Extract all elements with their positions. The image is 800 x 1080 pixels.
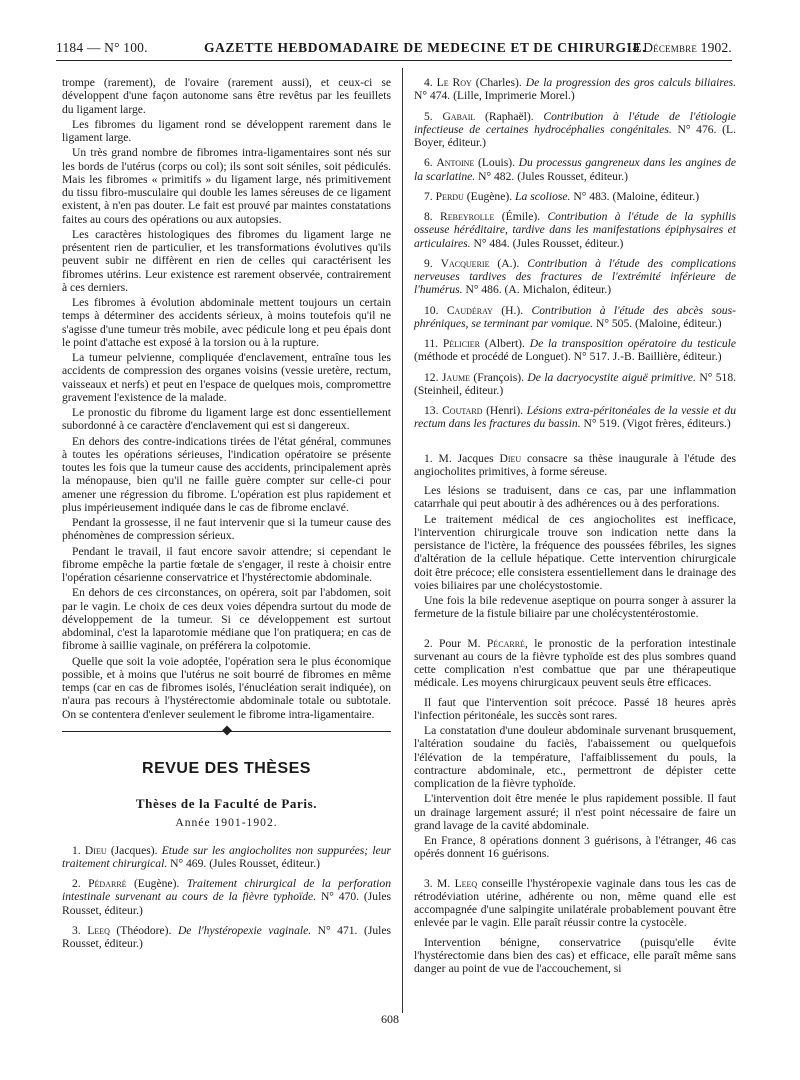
- thesis-given-name: (H.).: [501, 303, 524, 317]
- thesis-entry: [414, 210, 736, 250]
- thesis-publisher: N° 470. (Jules Rousset, éditeur.): [62, 890, 391, 917]
- thesis-number: 9.: [424, 256, 433, 270]
- subsection-title: Thèses de la Faculté de Paris.: [135, 796, 318, 811]
- thesis-author: Leeq: [87, 923, 110, 937]
- thesis-author: Perdu: [435, 189, 464, 203]
- paragraph: Il faut que l'intervention soit précoce. Passé 18 heures après l'infection péritonéale, les succès sont rares.: [414, 695, 736, 722]
- divider-ornament: [222, 725, 232, 735]
- thesis-number: 10.: [424, 303, 439, 317]
- thesis-given-name: (Albert).: [484, 337, 525, 350]
- thesis-title: De la progression des gros calculs biliaires.: [525, 76, 736, 89]
- paragraph: En France, 8 opérations donnent 3 guérisons, à l'étranger, 46 cas opérés donnent 16 guérisons.: [414, 834, 736, 861]
- thesis-publisher: N° 486. (A. Michalon, éditeur.): [465, 283, 612, 297]
- paragraph: Pendant la grossesse, il ne faut intervenir que si la tumeur cause des phénomènes de compression sérieux.: [62, 516, 391, 543]
- thesis-title: Du processus gangreneux dans les angines de la scarlatine.: [414, 156, 737, 183]
- thesis-entry: [62, 877, 391, 917]
- note-lead: 1. M. Jacques: [424, 451, 494, 465]
- thesis-publisher: N° 474. (Lille, Imprimerie Morel.): [414, 89, 575, 103]
- thesis-publisher: N° 469. (Jules Rousset, éditeur.): [170, 856, 320, 870]
- thesis-publisher: N° 505. (Maloine, éditeur.): [595, 316, 722, 330]
- thesis-entry: [62, 844, 391, 871]
- thesis-publisher: N° 519. (Vigot frères, éditeurs.): [583, 417, 731, 431]
- paragraph: Une fois la bile redevenue aseptique on pourra songer à assurer la fermeture de la fistule biliaire par une cholécystentérostomie.: [414, 594, 736, 621]
- thesis-entry: [414, 110, 736, 150]
- thesis-publisher: (méthode et procédé de Longuet). N° 517. J.-B. Baillière, éditeur.): [414, 350, 722, 364]
- thesis-publisher: N° 483. (Maloine, éditeur.): [573, 189, 700, 203]
- thesis-number: 11.: [424, 337, 439, 350]
- thesis-author: Coutard: [442, 404, 483, 417]
- thesis-author: Jaume: [441, 370, 470, 384]
- thesis-number: 13.: [424, 404, 439, 417]
- academic-year: Année 1901-1902.: [175, 816, 278, 830]
- paragraph: Les lésions se traduisent, dans ce cas, par une inflammation catarrhale qui peut aboutir à des adhérences ou à des perforations.: [414, 484, 736, 511]
- review-note: [414, 637, 736, 690]
- thesis-entry: [414, 76, 736, 103]
- thesis-title: De la dacryocystite aiguë primitive.: [527, 370, 696, 384]
- thesis-publisher: N° 482. (Jules Rousset, éditeur.): [478, 169, 628, 183]
- paragraph: La constatation d'une douleur abdominale survenant brusquement, l'altération soudaine du faciès, l'abaissement ou quelquefois l'élévation de la température, l'affaiblissement du pouls, la contracture abdominale, etc., permettront de dépister cette complication de la fièvre typhoïde.: [414, 724, 736, 790]
- issue-date: 14 Décembre 1902.: [625, 40, 732, 55]
- thesis-given-name: (Charles).: [475, 76, 522, 89]
- paragraph: La tumeur pelvienne, compliquée d'enclavement, entraîne tous les accidents de compression des organes voisins (vessie uretère, rectum, vaisseaux et nerfs) et peut en l'espace de quelques mois, compromettre gravement l'existence de la malade.: [62, 351, 391, 404]
- folio-number: 608: [381, 1012, 399, 1026]
- paragraph: L'intervention doit être menée le plus rapidement possible. Il faut un drainage largement assuré; il n'est point nécessaire de faire un grand lavage de la cavité abdominale.: [414, 792, 736, 832]
- thesis-entry: [414, 304, 736, 331]
- thesis-given-name: (Louis).: [477, 156, 516, 170]
- thesis-number: 5.: [424, 109, 433, 123]
- thesis-title: De la transposition opératoire du testicule: [529, 337, 736, 350]
- thesis-number: 6.: [424, 156, 433, 170]
- running-header: [56, 38, 732, 61]
- paragraph: En dehors de ces circonstances, on opérera, soit par l'abdomen, soit par le vagin. Le choix de ces deux voies dépendra surtout du mode de développement de la tumeur. Si ce développement est surtout abdominal, c'est la laparotomie médiane que l'on pratiquera; en cas de fibrome à saillie vaginale, on préférera la colpotomie.: [62, 586, 391, 653]
- thesis-entry: [414, 156, 736, 183]
- thesis-author: Le Roy: [436, 76, 472, 89]
- thesis-title: Contribution à l'étude de la syphilis osseuse héréditaire, tardive dans les manifestations épiphysaires et articulaires.: [414, 210, 737, 250]
- spacer: [414, 438, 736, 452]
- thesis-publisher: N° 518. (Steinheil, éditeur.): [414, 370, 737, 397]
- thesis-entry: [414, 404, 736, 431]
- thesis-number: 1.: [72, 843, 81, 857]
- thesis-number: 7.: [424, 189, 433, 203]
- note-author: Leeq: [454, 876, 478, 890]
- thesis-number: 12.: [424, 370, 439, 384]
- right-column: [414, 76, 736, 977]
- left-column: [62, 76, 391, 957]
- paragraph: trompe (rarement), de l'ovaire (rarement aussi), et ceux-ci se développent d'une façon autonome sans être revêtus par les feuillets du ligament large.: [62, 76, 391, 116]
- thesis-number: 4.: [424, 76, 433, 89]
- thesis-title: Contribution à l'étude de l'étiologie infectieuse de certaines hydrocéphalies congénitales.: [414, 109, 736, 136]
- thesis-given-name: (Eugène).: [133, 877, 180, 890]
- thesis-title: Lésions extra-péritonéales de la vessie et du rectum dans les fractures du bassin.: [414, 404, 737, 431]
- thesis-author: Pélicier: [442, 337, 480, 350]
- thesis-entry: [414, 257, 736, 297]
- paragraph: Un très grand nombre de fibromes intra-ligamentaires sont nés sur les bords de l'utérus (corps ou col); ils sont soit séniles, soit pédiculés. Mais les fibromes « primitifs » du ligament large, nés primitivement du tissu fibro-musculaire qui double les lames séreuses de ce ligament existent, à n'en pas douter. Le fait est prouvé par maintes constatations faites au cours des opérations ou aux autopsies.: [62, 146, 391, 226]
- thesis-publisher: N° 471. (Jules Rousset, éditeur.): [62, 923, 392, 950]
- thesis-entry: [414, 190, 736, 203]
- thesis-given-name: (François).: [473, 370, 524, 384]
- thesis-given-name: (Jacques).: [110, 843, 158, 857]
- note-text: consacre sa thèse inaugurale à l'étude des angiocholites primitives, à forme séreuse.: [414, 451, 736, 478]
- note-lead: 2. Pour M.: [424, 636, 481, 650]
- thesis-author: Dieu: [84, 843, 107, 857]
- thesis-author: Caudéray: [446, 303, 493, 317]
- note-lead: 3. M.: [424, 876, 451, 890]
- thesis-title: Etude sur les angiocholites non suppurées; leur traitement chirurgical.: [62, 843, 392, 870]
- thesis-title: Traitement chirurgical de la perforation intestinale survenant au cours de la fièvre typhoïde.: [62, 877, 391, 904]
- paragraph: Les caractères histologiques des fibromes du ligament large ne présentent rien de particulier, et les transformations évolutives qu'ils peuvent subir ne diffèrent en rien de celles qui caractérisent les fibromes utérins. Leur existence est rarement observée, contrairement à ces derniers.: [62, 227, 391, 294]
- journal-title: GAZETTE HEBDOMADAIRE DE MEDECINE ET DE CHIRURGIE.: [204, 40, 647, 55]
- page-number-issue: 1184 — N° 100.: [56, 40, 148, 55]
- note-author: Pécarré: [486, 636, 525, 650]
- paragraph: Le traitement médical de ces angiocholites est inefficace, l'intervention chirurgicale trouve son indication nette dans la persistance de l'ictère, la fréquence des poussées fébriles, les signes d'altération de la cellule hépatique. Cette intervention chirurgicale doit être précoce; elle consistera essentiellement dans le drainage des voies biliaires par une cholécystostomie.: [414, 512, 736, 592]
- thesis-publisher: N° 476. (L. Boyer, éditeur.): [414, 122, 737, 149]
- review-note: [414, 452, 736, 479]
- thesis-title: La scoliose.: [515, 189, 571, 203]
- thesis-title: Contribution à l'étude des abcès sous-phréniques, se terminant par vomique.: [414, 303, 736, 330]
- thesis-given-name: (Eugène).: [466, 189, 513, 203]
- thesis-publisher: N° 484. (Jules Rousset, éditeur.): [473, 236, 624, 250]
- thesis-title: De l'hystéropexie vaginale.: [177, 923, 312, 937]
- thesis-number: 3.: [72, 923, 81, 937]
- paragraph: En dehors des contre-indications tirées de l'état général, communes à toutes les opérations sérieuses, l'indication opératoire se présente toutes les fois que la tumeur cause des accidents, principalement après la ménopause, bien qu'il ne faille guère compter sur celle-ci pour amener une régression du fibrome. L'opération est plus rapidement et plus impérieusement indiquée dans le cas de fibrome enclavé.: [62, 434, 391, 514]
- note-text: , le pronostic de la perforation intestinale survenant au cours de la fièvre typhoïde est des plus sombres quand cette complication n'est combattue que par une thérapeutique médicale. Les moyens chirurgicaux peuvent seuls être efficaces.: [414, 636, 736, 690]
- note-author: Dieu: [499, 451, 522, 465]
- thesis-author: Antoine: [436, 156, 475, 170]
- column-rule: [402, 68, 403, 1013]
- note-text: conseille l'hystéropexie vaginale dans tous les cas de rétrodéviation utérine, adhérente ou non, même quand elle est accompagnée d'une salpingite unilatérale probablement pouvant être enlevée par le vagin. Elle paraît réussir contre la cystocèle.: [414, 876, 736, 930]
- review-note: [414, 877, 736, 930]
- paragraph: Les fibromes à évolution abdominale mettent toujours un certain temps à déterminer des accidents sérieux, à moins toutefois qu'il ne s'agisse d'une tumeur très mobile, avec pédicule long et peu épais dont le point d'attache est exposé à la torsion ou à la rupture.: [62, 296, 391, 349]
- thesis-given-name: (Henri).: [486, 404, 524, 417]
- paragraph: Les fibromes du ligament rond se développent rarement dans le ligament large.: [62, 117, 391, 144]
- paragraph: Quelle que soit la voie adoptée, l'opération sera le plus économique possible, et à moins que l'utérus ne soit bourré de fibromes en même temps (car en cas de fibromes isolés, l'énucléation serait indiquée), on n'aura pas recours à l'hystérectomie abdominale totale ou subtotale. On se contentera d'enlever seulement le fibrome intra-ligamentaire.: [62, 654, 391, 721]
- section-title: REVUE DES THÈSES: [142, 759, 311, 777]
- thesis-author: Rebeyrolle: [440, 210, 495, 223]
- spacer: [414, 623, 736, 637]
- paragraph: Intervention bénigne, conservatrice (puisqu'elle évite l'hystérectomie dans bien des cas) et efficace, elle paraît même sans danger au point de vue de l'accouchement, si: [414, 935, 736, 975]
- thesis-author: Gabail: [442, 109, 476, 123]
- thesis-number: 8.: [424, 210, 433, 223]
- thesis-entry: [414, 337, 736, 364]
- thesis-entry: [62, 924, 391, 951]
- thesis-author: Pédarré: [88, 877, 127, 890]
- paragraph: Pendant le travail, il faut encore savoir attendre; si cependant le fibrome empêche la partie fœtale de s'engager, il reste à choisir entre l'opération césarienne conservatrice et l'hystérectomie abdominale.: [62, 544, 391, 584]
- thesis-given-name: (Théodore).: [116, 923, 172, 937]
- thesis-author: Vacquerie: [440, 256, 490, 270]
- thesis-number: 2.: [72, 877, 81, 890]
- thesis-title: Contribution à l'étude des complications nerveuses tardives des fractures de l'extrémité inférieure de l'humérus.: [414, 256, 736, 297]
- thesis-given-name: (Raphaël).: [485, 109, 534, 123]
- thesis-given-name: (A.).: [497, 256, 520, 270]
- thesis-given-name: (Émile).: [501, 210, 541, 223]
- spacer: [414, 863, 736, 877]
- section-divider: [62, 731, 391, 732]
- paragraph: Le pronostic du fibrome du ligament large est donc essentiellement subordonné à ce caractère d'enclavement qui est si dangereux.: [62, 406, 391, 433]
- thesis-entry: [414, 371, 736, 398]
